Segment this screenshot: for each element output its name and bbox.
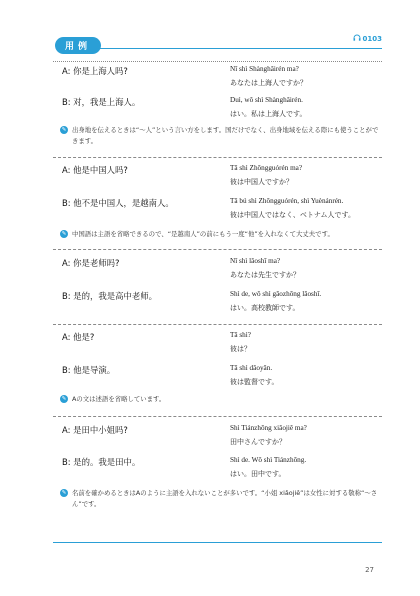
japanese-translation: 彼は監督です。 xyxy=(230,378,279,386)
track-number: 0103 xyxy=(362,34,382,43)
chinese-text: B: 他不是中国人，是越南人。 xyxy=(62,198,174,208)
note xyxy=(60,394,382,405)
japanese-translation: 彼は中国人ですか？ xyxy=(230,178,293,186)
pinyin-text: Shì Tiánzhōng xiǎojiě ma? xyxy=(230,424,307,432)
chinese-text: A: 他是中国人吗? xyxy=(62,165,128,175)
japanese-translation: はい。高校教師です。 xyxy=(230,304,300,312)
pencil-icon: ✎ xyxy=(61,396,67,402)
pencil-icon: ✎ xyxy=(61,231,67,237)
pinyin-text: Tā bú shì Zhōngguórén, shì Yuènánrén. xyxy=(230,197,344,205)
divider xyxy=(53,61,382,62)
pinyin-text: Shì de. Wǒ shì Tiánzhōng. xyxy=(230,456,307,464)
note xyxy=(60,229,382,240)
note-text: Aの文は述語を省略しています。 xyxy=(72,395,166,403)
japanese-translation: 彼は中国人ではなく、ベトナム人です。 xyxy=(230,211,355,219)
audio-track[interactable] xyxy=(353,34,382,43)
japanese-translation: あなたは先生ですか？ xyxy=(230,271,300,279)
divider xyxy=(53,249,382,250)
japanese-translation: あなたは上海人ですか？ xyxy=(230,79,307,87)
headphone-icon xyxy=(353,34,361,43)
note-text: 中国語は主語を省略できるので、“是越南人”の前にもう一度“他”を入れなくて大丈夫です。 xyxy=(72,230,334,238)
japanese-translation: はい。私は上海人です。 xyxy=(230,110,307,118)
japanese-translation: 彼は？ xyxy=(230,345,251,353)
page-number: 27 xyxy=(365,566,374,574)
chinese-text: B: 对，我是上海人。 xyxy=(62,97,141,107)
note-text: 名前を確かめるときはAのように主語を入れないことが多いです。“小姐 xiǎojiě”は女性に対する敬称“～さん”です。 xyxy=(72,489,378,508)
note-text: 出身地を伝えるときは“～人”という言い方をします。国だけでなく、出身地域を伝える際にも使うことができます。 xyxy=(72,126,379,145)
pinyin-text: Nǐ shì lǎoshī ma? xyxy=(230,257,281,265)
pencil-icon: ✎ xyxy=(61,127,67,133)
japanese-translation: はい。田中です。 xyxy=(230,470,286,478)
divider xyxy=(53,416,382,417)
pinyin-text: Tā shì Zhōngguórén ma? xyxy=(230,164,303,172)
header-rule xyxy=(79,48,382,49)
chinese-text: B: 是的，我是高中老师。 xyxy=(62,291,157,301)
example-header xyxy=(55,34,382,54)
chinese-text: A: 你是老师吗? xyxy=(62,258,120,268)
chinese-text: A: 是田中小姐吗? xyxy=(62,425,128,435)
pinyin-text: Duì, wǒ shì Shànghǎirén. xyxy=(230,96,303,104)
divider xyxy=(53,157,382,158)
pinyin-text: Tā shì dǎoyǎn. xyxy=(230,364,273,372)
pinyin-text: Tā shì? xyxy=(230,331,251,339)
chinese-text: B: 是的。我是田中。 xyxy=(62,457,141,467)
chinese-text: A: 你是上海人吗? xyxy=(62,66,128,76)
japanese-translation: 田中さんですか？ xyxy=(230,438,286,446)
pencil-icon: ✎ xyxy=(61,490,67,496)
pinyin-text: Nǐ shì Shànghǎirén ma? xyxy=(230,65,299,73)
note xyxy=(60,488,382,510)
chinese-text: A: 他是? xyxy=(62,332,95,342)
example-badge: 用例 xyxy=(55,37,101,54)
chinese-text: B: 他是导演。 xyxy=(62,365,116,375)
pinyin-text: Shì de, wǒ shì gāozhōng lǎoshī. xyxy=(230,290,322,298)
footer-rule xyxy=(53,542,382,543)
divider xyxy=(53,324,382,325)
note xyxy=(60,125,382,147)
